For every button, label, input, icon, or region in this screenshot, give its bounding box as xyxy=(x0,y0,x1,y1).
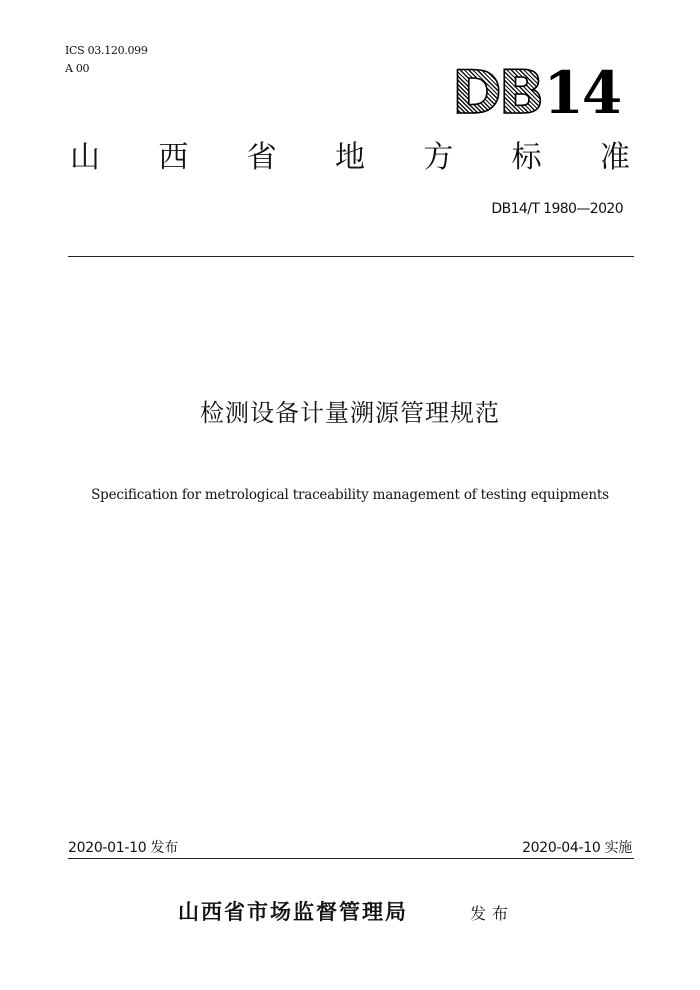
standard-type-char: 西 xyxy=(158,140,189,175)
standard-type-char: 地 xyxy=(334,140,365,175)
implement-date: 2020-04-10 实施 xyxy=(522,840,632,856)
document-title-english: Specification for metrological traceability management of testing equipments xyxy=(91,487,609,503)
standard-type-char: 省 xyxy=(246,140,277,175)
document-title-chinese: 检测设备计量溯源管理规范 xyxy=(200,399,500,427)
standard-type-char: 方 xyxy=(423,140,454,175)
standard-logo xyxy=(452,58,621,128)
logo-number: 14 xyxy=(543,59,621,127)
ics-code: ICS 03.120.099 xyxy=(65,44,148,57)
standard-type-char: 山 xyxy=(70,140,100,175)
publish-date: 2020-01-10 发布 xyxy=(68,840,178,856)
issue-verb: 发布 xyxy=(470,904,515,923)
logo-prefix: DB xyxy=(452,58,542,128)
standard-type-char: 标 xyxy=(511,140,542,175)
ccs-code: A 00 xyxy=(65,62,90,75)
issuing-authority: 山西省市场监督管理局 xyxy=(178,900,408,924)
standard-type xyxy=(70,140,630,176)
standard-type-char: 准 xyxy=(599,140,630,175)
bottom-divider xyxy=(68,858,634,859)
standard-code: DB14/T 1980—2020 xyxy=(491,201,623,217)
top-divider xyxy=(68,256,634,257)
